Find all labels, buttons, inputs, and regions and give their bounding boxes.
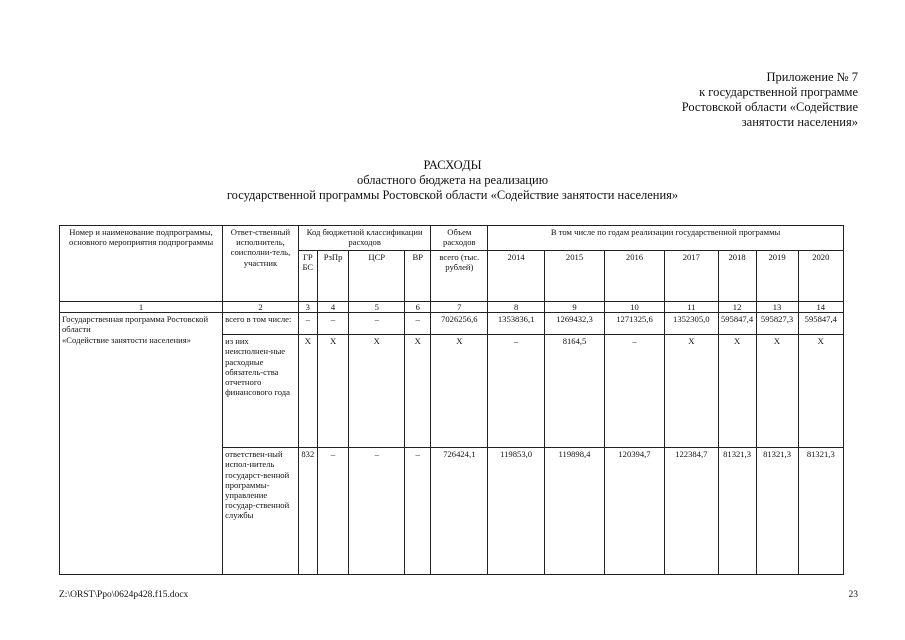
footer-page-number: 23	[848, 590, 858, 600]
document-title	[0, 158, 905, 203]
header-year: 2014	[488, 251, 545, 302]
grbs-cell: 832	[298, 448, 317, 575]
program-name-line: Государственная программа Ростовской области	[62, 314, 209, 335]
header-year: 2018	[718, 251, 756, 302]
column-number: 14	[798, 302, 843, 313]
total-cell: 726424,1	[431, 448, 488, 575]
year-value-cell: 120394,7	[605, 448, 665, 575]
year-value-cell: –	[605, 335, 665, 448]
total-cell: X	[431, 335, 488, 448]
header-csr: ЦСР	[349, 251, 405, 302]
column-numbers-row	[60, 302, 844, 313]
column-number: 11	[664, 302, 718, 313]
vr-cell: –	[405, 448, 431, 575]
column-number: 10	[605, 302, 665, 313]
header-vr: ВР	[405, 251, 431, 302]
year-value-cell: 122384,7	[664, 448, 718, 575]
responsible-cell: всего в том числе:	[223, 313, 299, 335]
header-year: 2020	[798, 251, 843, 302]
column-number: 1	[60, 302, 223, 313]
year-value-cell: –	[488, 335, 545, 448]
header-rzpr: РзПр	[317, 251, 349, 302]
header-volume: Объем расходов	[431, 226, 488, 251]
csr-cell: –	[349, 448, 405, 575]
year-value-cell: 81321,3	[756, 448, 798, 575]
year-value-cell: 595847,4	[718, 313, 756, 335]
footer-file-path: Z:\ORST\Ppo\0624p428.f15.docx	[59, 590, 189, 600]
column-number: 9	[545, 302, 605, 313]
vr-cell: X	[405, 335, 431, 448]
year-value-cell: 119898,4	[545, 448, 605, 575]
appendix-line: к государственной программе	[699, 85, 858, 99]
header-budget-code: Код бюджетной классификации расходов	[298, 226, 431, 251]
responsible-cell: ответствен-ный испол-нитель государст-венной программы-управление государ-ственной службы	[223, 448, 299, 575]
year-value-cell: 1353836,1	[488, 313, 545, 335]
grbs-cell: –	[298, 313, 317, 335]
header-year: 2019	[756, 251, 798, 302]
year-value-cell: X	[756, 335, 798, 448]
year-value-cell: 81321,3	[798, 448, 843, 575]
column-number: 7	[431, 302, 488, 313]
header-grbs: ГР БС	[298, 251, 317, 302]
column-number: 4	[317, 302, 349, 313]
year-value-cell: 1271325,6	[605, 313, 665, 335]
column-number: 5	[349, 302, 405, 313]
rzpr-cell: –	[317, 313, 349, 335]
year-value-cell: 595847,4	[798, 313, 843, 335]
rzpr-cell: X	[317, 335, 349, 448]
csr-cell: X	[349, 335, 405, 448]
title-line: областного бюджета на реализацию	[356, 173, 549, 187]
header-year: 2015	[545, 251, 605, 302]
header-year: 2016	[605, 251, 665, 302]
column-number: 13	[756, 302, 798, 313]
responsible-cell: из них неисполнен-ные расходные обязатель-ства отчетного финансового года	[223, 335, 299, 448]
year-value-cell: X	[718, 335, 756, 448]
appendix-block	[598, 70, 858, 130]
year-value-cell: 595827,3	[756, 313, 798, 335]
table-row	[60, 313, 844, 335]
column-number: 3	[298, 302, 317, 313]
rzpr-cell: –	[317, 448, 349, 575]
header-by-years: В том числе по годам реализации государственной программы	[488, 226, 844, 251]
year-value-cell: X	[798, 335, 843, 448]
expenses-table	[59, 225, 844, 575]
year-value-cell: X	[664, 335, 718, 448]
grbs-cell: X	[298, 335, 317, 448]
year-value-cell: 8164,5	[545, 335, 605, 448]
title-line: государственной программы Ростовской области «Содействие занятости населения»	[226, 188, 679, 202]
header-responsible: Ответ-ственный исполнитель, соисполни-тель, участник	[223, 226, 299, 302]
year-value-cell: 1352305,0	[664, 313, 718, 335]
header-name: Номер и наименование подпрограммы, основного мероприятия подпрограммы	[60, 226, 223, 302]
year-value-cell: 119853,0	[488, 448, 545, 575]
vr-cell: –	[405, 313, 431, 335]
appendix-line: Приложение № 7	[766, 70, 858, 84]
column-number: 12	[718, 302, 756, 313]
program-name-line: «Содействие занятости населения»	[62, 334, 191, 345]
program-name-cell	[60, 313, 223, 575]
appendix-line: занятости населения»	[741, 115, 858, 129]
total-cell: 7026256,6	[431, 313, 488, 335]
year-value-cell: 1269432,3	[545, 313, 605, 335]
appendix-line: Ростовской области «Содействие	[681, 100, 858, 114]
csr-cell: –	[349, 313, 405, 335]
column-number: 8	[488, 302, 545, 313]
column-number: 6	[405, 302, 431, 313]
table-header-row	[60, 226, 844, 251]
title-line: РАСХОДЫ	[423, 158, 482, 172]
header-volume-unit: всего (тыс. рублей)	[431, 251, 488, 302]
header-year: 2017	[664, 251, 718, 302]
column-number: 2	[223, 302, 299, 313]
year-value-cell: 81321,3	[718, 448, 756, 575]
